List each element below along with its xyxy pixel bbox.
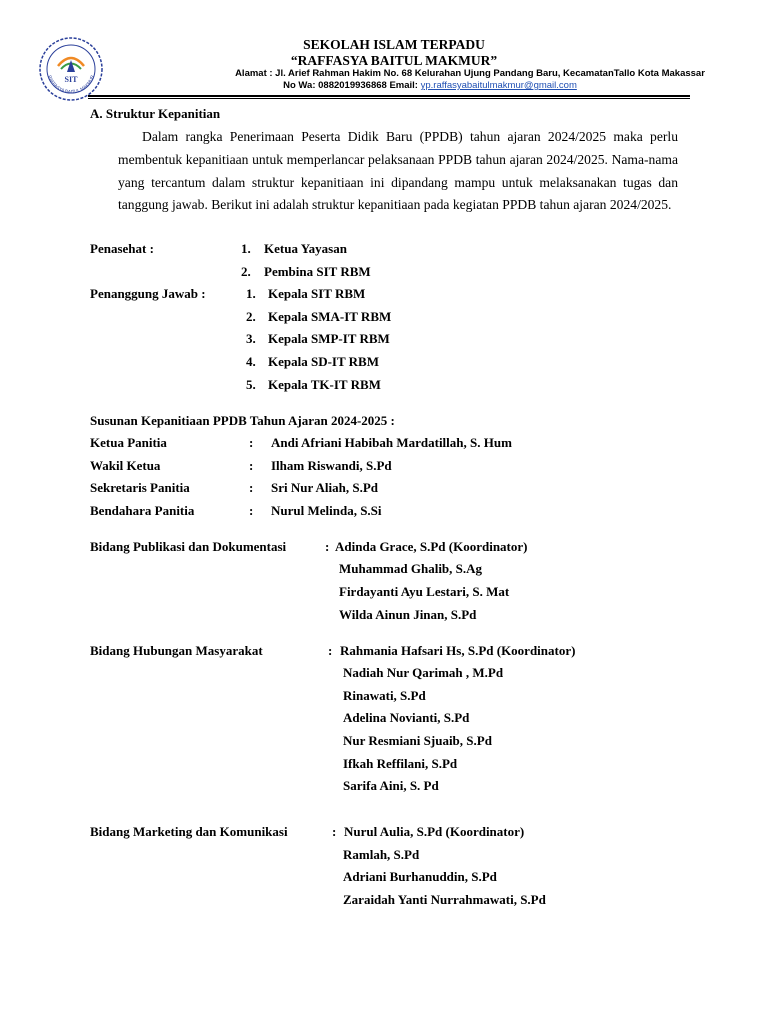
- bidang-marketing-label: Bidang Marketing dan Komunikasi: [90, 824, 288, 839]
- logo-text: SIT: [64, 75, 78, 84]
- role-sep-4: :: [249, 503, 254, 518]
- humas-member-1: Rahmania Hafsari Hs, S.Pd (Koordinator): [340, 643, 576, 658]
- penasehat-num-2: 2.: [241, 264, 251, 279]
- pj-item-1: Kepala SIT RBM: [268, 286, 366, 301]
- role-sep-3: :: [249, 480, 254, 495]
- penasehat-num-1: 1.: [241, 241, 251, 256]
- intro-text: Dalam rangka Penerimaan Peserta Didik Baru (PPDB) tahun ajaran 2024/2025 maka perlu membentuk kepanitiaan untuk memperlancar pelaksanaan PPDB tahun ajaran 2024/2025. Nama-nama yang tercantum dalam struktur kepanitiaan ini dipandang mampu untuk melaksanakan tugas dan tanggung jawab. Berikut ini adalah struktur kepanitiaan pada kegiatan PPDB tahun ajaran 2024/2025.: [118, 129, 678, 213]
- pj-num-1: 1.: [246, 286, 256, 301]
- publikasi-member-2: Muhammad Ghalib, S.Ag: [339, 561, 483, 576]
- penasehat-item-2: Pembina SIT RBM: [264, 264, 371, 279]
- logo-caption: RAFFASYA BAITUL MAKMUR: [47, 74, 95, 95]
- bidang-publikasi-label: Bidang Publikasi dan Dokumentasi: [90, 539, 287, 554]
- school-contact: [0, 80, 768, 91]
- humas-member-6: Ifkah Reffilani, S.Pd: [343, 756, 458, 771]
- publikasi-member-3: Firdayanti Ayu Lestari, S. Mat: [339, 584, 510, 599]
- bidang-publikasi-sep: :: [325, 539, 330, 554]
- publikasi-member-1: Adinda Grace, S.Pd (Koordinator): [335, 539, 528, 554]
- pj-item-2: Kepala SMA-IT RBM: [268, 309, 392, 324]
- school-full-name: “RAFFASYA BAITUL MAKMUR”: [290, 53, 498, 68]
- pj-num-5: 5.: [246, 377, 256, 392]
- pj-num-3: 3.: [246, 331, 256, 346]
- contact-prefix: No Wa: 0882019936868 Email:: [283, 80, 421, 91]
- pj-num-4: 4.: [246, 354, 256, 369]
- humas-member-2: Nadiah Nur Qarimah , M.Pd: [343, 665, 504, 680]
- marketing-member-2: Ramlah, S.Pd: [343, 847, 420, 862]
- role-bendahara: Bendahara Panitia: [90, 503, 195, 518]
- humas-member-5: Nur Resmiani Sjuaib, S.Pd: [343, 733, 492, 748]
- humas-member-4: Adelina Novianti, S.Pd: [343, 710, 470, 725]
- penasehat-item-1: Ketua Yayasan: [264, 241, 347, 256]
- bidang-humas-label: Bidang Hubungan Masyarakat: [90, 643, 263, 658]
- school-name: SEKOLAH ISLAM TERPADU: [303, 37, 485, 52]
- name-sekretaris: Sri Nur Aliah, S.Pd: [271, 480, 379, 495]
- role-ketua: Ketua Panitia: [90, 435, 167, 450]
- role-sep-1: :: [249, 435, 254, 450]
- marketing-member-3: Adriani Burhanuddin, S.Pd: [343, 869, 497, 884]
- role-wakil: Wakil Ketua: [90, 458, 161, 473]
- publikasi-member-4: Wilda Ainun Jinan, S.Pd: [339, 607, 477, 622]
- name-ketua: Andi Afriani Habibah Mardatillah, S. Hum: [271, 435, 512, 450]
- name-bendahara: Nurul Melinda, S.Si: [271, 503, 382, 518]
- susunan-title: Susunan Kepanitiaan PPDB Tahun Ajaran 2024-2025 :: [90, 413, 395, 428]
- school-address: Alamat : Jl. Arief Rahman Hakim No. 68 Kelurahan Ujung Pandang Baru, KecamatanTallo Kota Makassar: [235, 68, 705, 79]
- pj-item-4: Kepala SD-IT RBM: [268, 354, 379, 369]
- email-link[interactable]: yp.raffasyabaitulmakmur@gmail.com: [420, 80, 577, 91]
- section-title: A. Struktur Kepanitian: [90, 106, 221, 121]
- bidang-humas-sep: :: [328, 643, 333, 658]
- role-sekretaris: Sekretaris Panitia: [90, 480, 190, 495]
- marketing-member-1: Nurul Aulia, S.Pd (Koordinator): [344, 824, 525, 839]
- bidang-marketing-sep: :: [332, 824, 337, 839]
- marketing-member-4: Zaraidah Yanti Nurrahmawati, S.Pd: [343, 892, 546, 907]
- penasehat-label: Penasehat :: [90, 241, 154, 256]
- role-sep-2: :: [249, 458, 254, 473]
- pj-num-2: 2.: [246, 309, 256, 324]
- pj-item-3: Kepala SMP-IT RBM: [268, 331, 390, 346]
- pj-item-5: Kepala TK-IT RBM: [268, 377, 381, 392]
- header-rule: [88, 95, 690, 97]
- humas-member-7: Sarifa Aini, S. Pd: [343, 778, 439, 793]
- humas-member-3: Rinawati, S.Pd: [343, 688, 426, 703]
- header-rule-thin: [88, 98, 690, 99]
- penanggung-jawab-label: Penanggung Jawab :: [90, 286, 206, 301]
- intro-paragraph: [118, 126, 678, 217]
- name-wakil: Ilham Riswandi, S.Pd: [271, 458, 392, 473]
